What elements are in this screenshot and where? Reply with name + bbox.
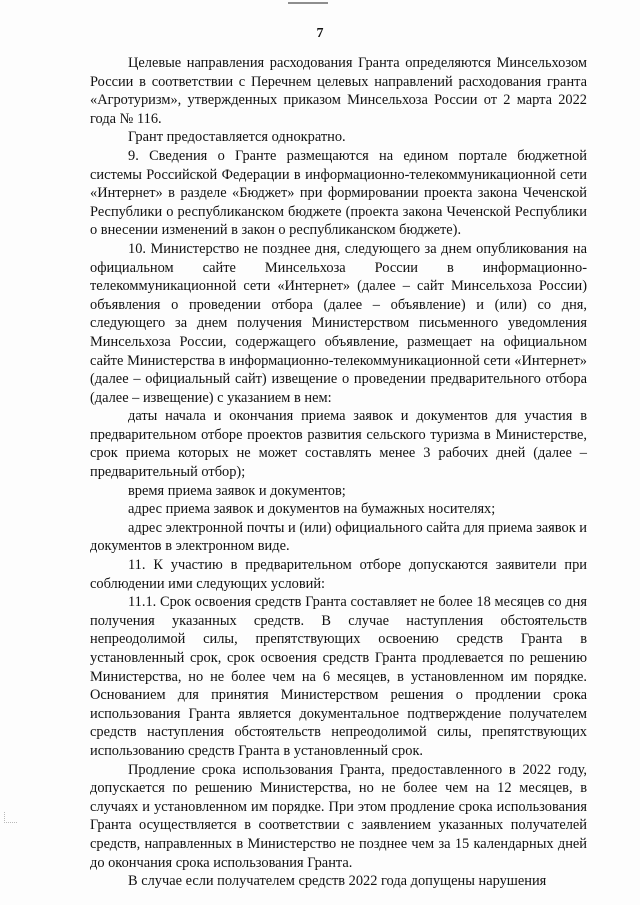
document-body	[90, 54, 587, 891]
paragraph-item-11-1: 11.1. Срок освоения средств Гранта составляет не более 18 месяцев со дня получения указанных средств. В случае наступления обстоятельств непреодолимой силы, препятствующих освоению средств Гранта в установленный срок, срок освоения средств Гранта продлевается по решению Министерства, но не более чем на 6 месяцев, в установленном им порядке. Основанием для принятия Министерством решения о продлении срока использования Гранта является документальное подтверждение получателем средств наступления обстоятельств непреодолимой силы, препятствующих использованию средств Гранта в установленный срок.	[90, 594, 587, 759]
paragraph-dates-of-acceptance: даты начала и окончания приема заявок и документов для участия в предварительном отборе проектов развития сельского туризма в Министерстве, срок приема которых не может составлять менее 3 рабочих дней (далее – предварительный отбор);	[90, 408, 587, 481]
paragraph-item-9: 9. Сведения о Гранте размещаются на едином портале бюджетной системы Российской Федерации в информационно-телекоммуникационной сети «Интернет» в разделе «Бюджет» при формировании проекта закона Чеченской Республики о республиканском бюджете (проекта закона Чеченской Республики о внесении изменений в закон о республиканском бюджете).	[90, 147, 587, 239]
paragraph-email-address: адрес электронной почты и (или) официального сайта для приема заявок и документов в электронном виде.	[90, 519, 587, 555]
paragraph-item-10: 10. Министерство не позднее дня, следующего за днем опубликования на официальном сайте Минсельхоза России в информационно-телекоммуникационной сети «Интернет» (далее – сайт Минсельхоза России) объявления о проведении отбора (далее – объявление) и (или) со дня, следующего за днем получения Министерством письменного уведомления Минсельхоза России, содержащего объявление, размещает на официальном сайте Министерства в информационно-телекоммуникационной сети «Интернет» (далее – официальный сайт) извещение о проведении предварительного отбора (далее – извещение) с указанием в нем:	[90, 240, 587, 406]
scan-margin-artifact	[4, 812, 17, 823]
paragraph-item-11: 11. К участию в предварительном отборе допускаются заявители при соблюдении ими следующих условий:	[90, 557, 587, 592]
paragraph-paper-address: адрес приема заявок и документов на бумажных носителях;	[128, 501, 496, 518]
paragraph-grant-once: Грант предоставляется однократно.	[128, 129, 346, 146]
page-number: 7	[316, 26, 324, 41]
paragraph-violations-2022: В случае если получателем средств 2022 года допущены нарушения	[128, 873, 547, 890]
paragraph-extension-2022: Продление срока использования Гранта, предоставленного в 2022 году, допускается по решению Министерства, но не более чем на 12 месяцев, в случаях и установленном им порядке. При этом продление срока использования Гранта осуществляется в соответствии с заявлением указанных получателей средств, направленных в Министерство не позднее чем за 15 календарных дней до окончания срока использования Гранта.	[90, 761, 587, 871]
scan-artifact-mark	[288, 2, 328, 4]
paragraph-grant-purposes: Целевые направления расходования Гранта определяются Минсельхозом России в соответствии с Перечнем целевых направлений расходования гранта «Агротуризм», утвержденных приказом Минсельхоза России от 2 марта 2022 года № 116.	[90, 55, 587, 127]
paragraph-time-of-acceptance: время приема заявок и документов;	[128, 482, 346, 499]
